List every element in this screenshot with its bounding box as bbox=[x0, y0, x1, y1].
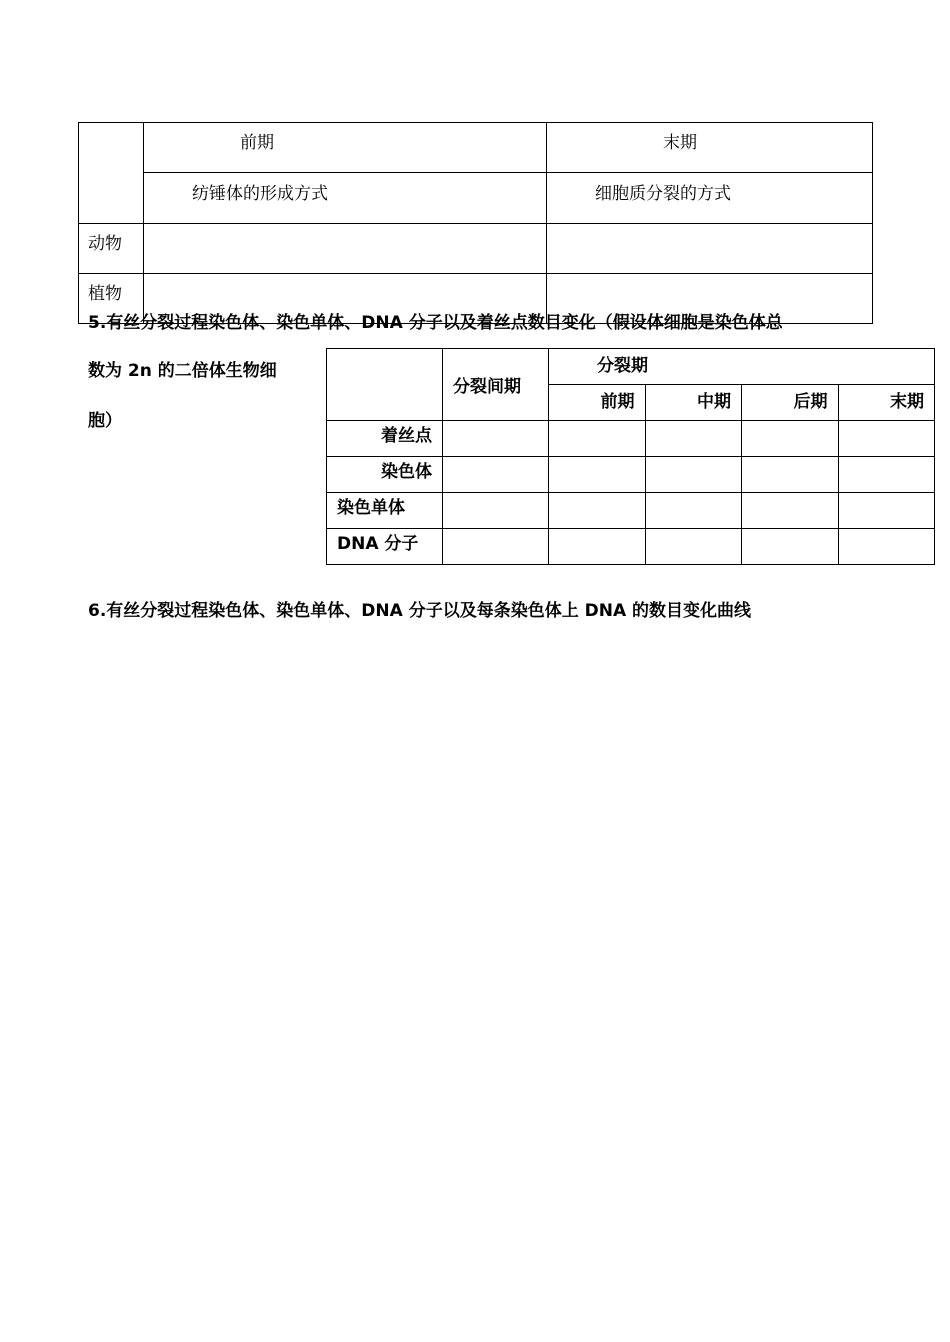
count-table bbox=[326, 348, 935, 565]
header-prophase: 前期 bbox=[549, 385, 646, 421]
header-anaphase: 后期 bbox=[742, 385, 839, 421]
header-phase2: 末期 bbox=[547, 123, 873, 173]
question-5-line1: 5.有丝分裂过程染色体、染色单体、DNA 分子以及着丝点数目变化（假设体细胞是染色体总 bbox=[88, 313, 783, 333]
answer-cell[interactable] bbox=[549, 421, 646, 457]
header-phase1: 前期 bbox=[144, 123, 547, 173]
answer-cell[interactable] bbox=[838, 421, 935, 457]
answer-cell[interactable] bbox=[549, 529, 646, 565]
question-5-line3: 胞） bbox=[88, 411, 122, 431]
answer-cell[interactable] bbox=[742, 493, 839, 529]
answer-cell[interactable] bbox=[838, 457, 935, 493]
row-label-chromatid: 染色单体 bbox=[327, 493, 443, 529]
row-label-centromere: 着丝点 bbox=[327, 421, 443, 457]
answer-cell[interactable] bbox=[443, 529, 549, 565]
question-5-line2: 数为 2n 的二倍体生物细 bbox=[88, 361, 277, 381]
corner-cell bbox=[327, 349, 443, 421]
answer-cell[interactable] bbox=[645, 421, 742, 457]
answer-cell[interactable] bbox=[838, 493, 935, 529]
row-label-plant: 植物 bbox=[79, 274, 144, 324]
answer-cell[interactable] bbox=[645, 493, 742, 529]
header-interphase: 分裂间期 bbox=[443, 349, 549, 421]
subheader-cytokinesis: 细胞质分裂的方式 bbox=[547, 173, 873, 224]
row-label-dna: DNA 分子 bbox=[327, 529, 443, 565]
answer-cell[interactable] bbox=[549, 457, 646, 493]
comparison-table bbox=[78, 122, 873, 324]
corner-cell bbox=[79, 123, 144, 224]
header-division: 分裂期 bbox=[549, 349, 935, 385]
answer-cell[interactable] bbox=[742, 457, 839, 493]
question-6: 6.有丝分裂过程染色体、染色单体、DNA 分子以及每条染色体上 DNA 的数目变化曲线 bbox=[88, 601, 752, 621]
answer-cell[interactable] bbox=[742, 529, 839, 565]
answer-cell[interactable] bbox=[547, 224, 873, 274]
subheader-spindle: 纺锤体的形成方式 bbox=[144, 173, 547, 224]
answer-cell[interactable] bbox=[443, 457, 549, 493]
answer-cell[interactable] bbox=[742, 421, 839, 457]
answer-cell[interactable] bbox=[549, 493, 646, 529]
answer-cell[interactable] bbox=[645, 457, 742, 493]
row-label-animal: 动物 bbox=[79, 224, 144, 274]
header-metaphase: 中期 bbox=[645, 385, 742, 421]
answer-cell[interactable] bbox=[443, 421, 549, 457]
answer-cell[interactable] bbox=[144, 224, 547, 274]
answer-cell[interactable] bbox=[645, 529, 742, 565]
row-label-chromosome: 染色体 bbox=[327, 457, 443, 493]
header-telophase: 末期 bbox=[838, 385, 935, 421]
answer-cell[interactable] bbox=[443, 493, 549, 529]
answer-cell[interactable] bbox=[838, 529, 935, 565]
